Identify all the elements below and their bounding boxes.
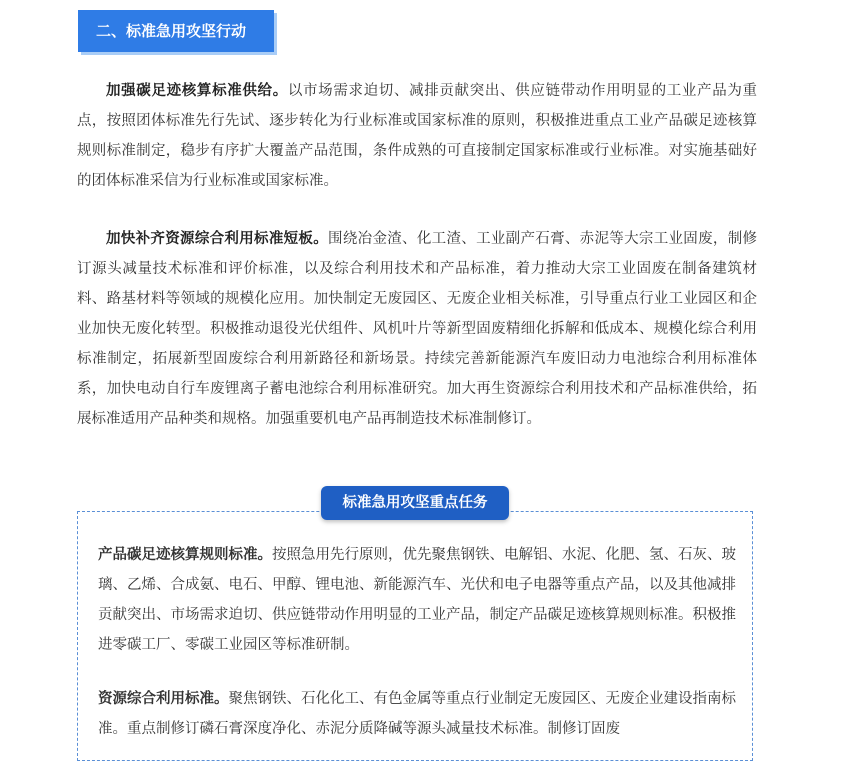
- paragraph-resource-utilization: [77, 224, 757, 434]
- section-title: 二、标准急用攻坚行动: [78, 10, 274, 52]
- key-tasks-badge: 标准急用攻坚重点任务: [321, 486, 509, 520]
- paragraph-lead: 加强碳足迹核算标准供给。: [106, 83, 288, 99]
- paragraph-text: 以市场需求迫切、减排贡献突出、供应链带动作用明显的工业产品为重点，按照团体标准先行先试、逐步转化为行业标准或国家标准的原则，积极推进重点工业产品碳足迹核算规则标准制定，稳步有序扩大覆盖产品范围，条件成熟的可直接制定国家标准或行业标准。对实施基础好的团体标准采信为行业标准或国家标准。: [77, 83, 757, 189]
- task-text: 按照急用先行原则，优先聚焦钢铁、电解铝、水泥、化肥、氢、石灰、玻璃、乙烯、合成氨、电石、甲醇、锂电池、新能源汽车、光伏和电子电器等重点产品，以及其他减排贡献突出、市场需求迫切、供应链带动作用明显的工业产品，制定产品碳足迹核算规则标准。积极推进零碳工厂、零碳工业园区等标准研制。: [98, 547, 736, 653]
- paragraph-text: 围绕冶金渣、化工渣、工业副产石膏、赤泥等大宗工业固废，制修订源头减量技术标准和评价标准，以及综合利用技术和产品标准，着力推动大宗工业固废在制备建筑材料、路基材料等领域的规模化应用。加快制定无废园区、无废企业相关标准，引导重点行业工业园区和企业加快无废化转型。积极推动退役光伏组件、风机叶片等新型固废精细化拆解和低成本、规模化综合利用标准制定，拓展新型固废综合利用新路径和新场景。持续完善新能源汽车废旧动力电池综合利用标准体系，加快电动自行车废锂离子蓄电池综合利用标准研究。加大再生资源综合利用技术和产品标准供给，拓展标准适用产品种类和规格。加强重要机电产品再制造技术标准制修订。: [77, 231, 758, 427]
- paragraph-carbon-footprint: [77, 76, 757, 196]
- task-lead: 资源综合利用标准。: [98, 691, 229, 707]
- task-item-carbon-footprint: [98, 540, 736, 660]
- paragraph-lead: 加快补齐资源综合利用标准短板。: [106, 231, 329, 247]
- task-lead: 产品碳足迹核算规则标准。: [98, 547, 272, 563]
- task-text: 聚焦钢铁、石化化工、有色金属等重点行业制定无废园区、无废企业建设指南标准。重点制修订磷石膏深度净化、赤泥分质降碱等源头减量技术标准。制修订固废: [98, 691, 736, 737]
- task-item-resource-utilization: [98, 684, 736, 744]
